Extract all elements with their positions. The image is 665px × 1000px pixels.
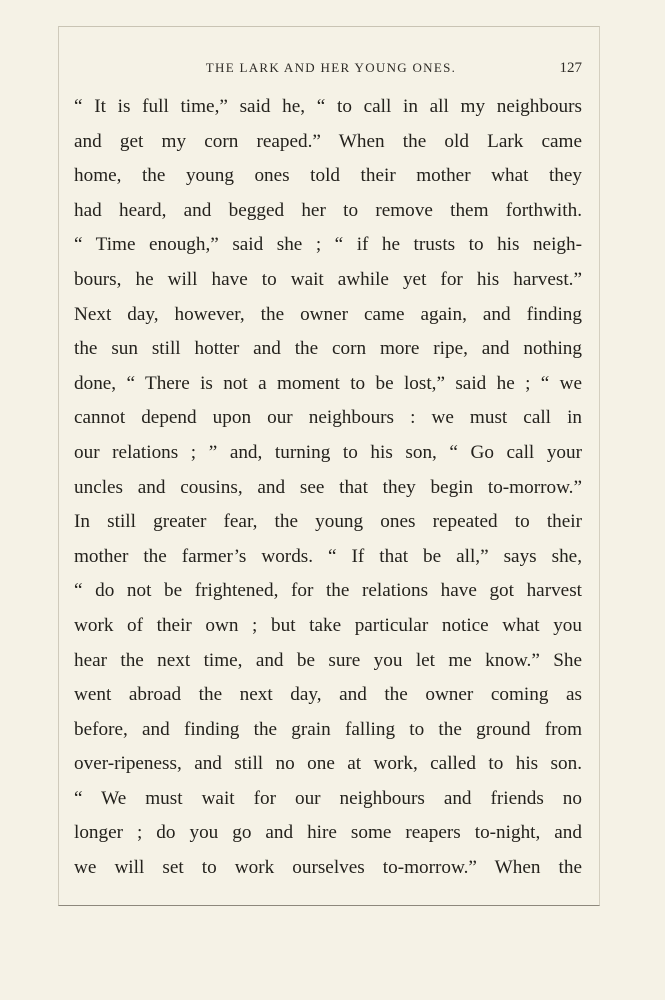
text-line: cannot depend upon our neighbours : we must call in — [74, 407, 582, 429]
page-number: 127 — [559, 60, 582, 76]
text-line: longer ; do you go and hire some reapers to-night, and — [74, 822, 582, 844]
text-line: In still greater fear, the young ones repeated to their — [74, 511, 582, 533]
text-line: mother the farmer’s words. “ If that be all,” says she, — [74, 545, 582, 567]
page-header — [74, 58, 582, 78]
text-line: “ Time enough,” said she ; “ if he trusts to his neigh- — [74, 234, 582, 256]
text-line: done, “ There is not a moment to be lost,” said he ; “ we — [74, 372, 582, 394]
text-line: bours, he will have to wait awhile yet for his harvest.” — [74, 268, 582, 290]
text-line: home, the young ones told their mother what they — [74, 165, 582, 187]
text-line: the sun still hotter and the corn more ripe, and nothing — [74, 338, 582, 360]
text-line: and get my corn reaped.” When the old Lark came — [74, 130, 582, 152]
text-line: over-ripeness, and still no one at work, called to his son. — [74, 753, 582, 775]
text-line: work of their own ; but take particular notice what you — [74, 614, 582, 636]
text-line: went abroad the next day, and the owner coming as — [74, 684, 582, 706]
text-line: Next day, however, the owner came again, and finding — [74, 303, 582, 325]
text-line: had heard, and begged her to remove them forthwith. — [74, 199, 582, 221]
body-text — [74, 90, 582, 886]
text-line: “ It is full time,” said he, “ to call in all my neighbours — [74, 96, 582, 117]
text-line: we will set to work ourselves to-morrow.” When the — [74, 857, 582, 879]
text-line: “ We must wait for our neighbours and friends no — [74, 787, 582, 809]
text-line: “ do not be frightened, for the relations have got harvest — [74, 580, 582, 602]
text-line: uncles and cousins, and see that they begin to-morrow.” — [74, 476, 582, 498]
running-head: THE LARK AND HER YOUNG ONES. — [205, 60, 457, 75]
text-line: our relations ; ” and, turning to his son, “ Go call your — [74, 441, 582, 463]
text-line: hear the next time, and be sure you let me know.” She — [74, 649, 582, 671]
text-line: before, and finding the grain falling to the ground from — [74, 718, 582, 740]
